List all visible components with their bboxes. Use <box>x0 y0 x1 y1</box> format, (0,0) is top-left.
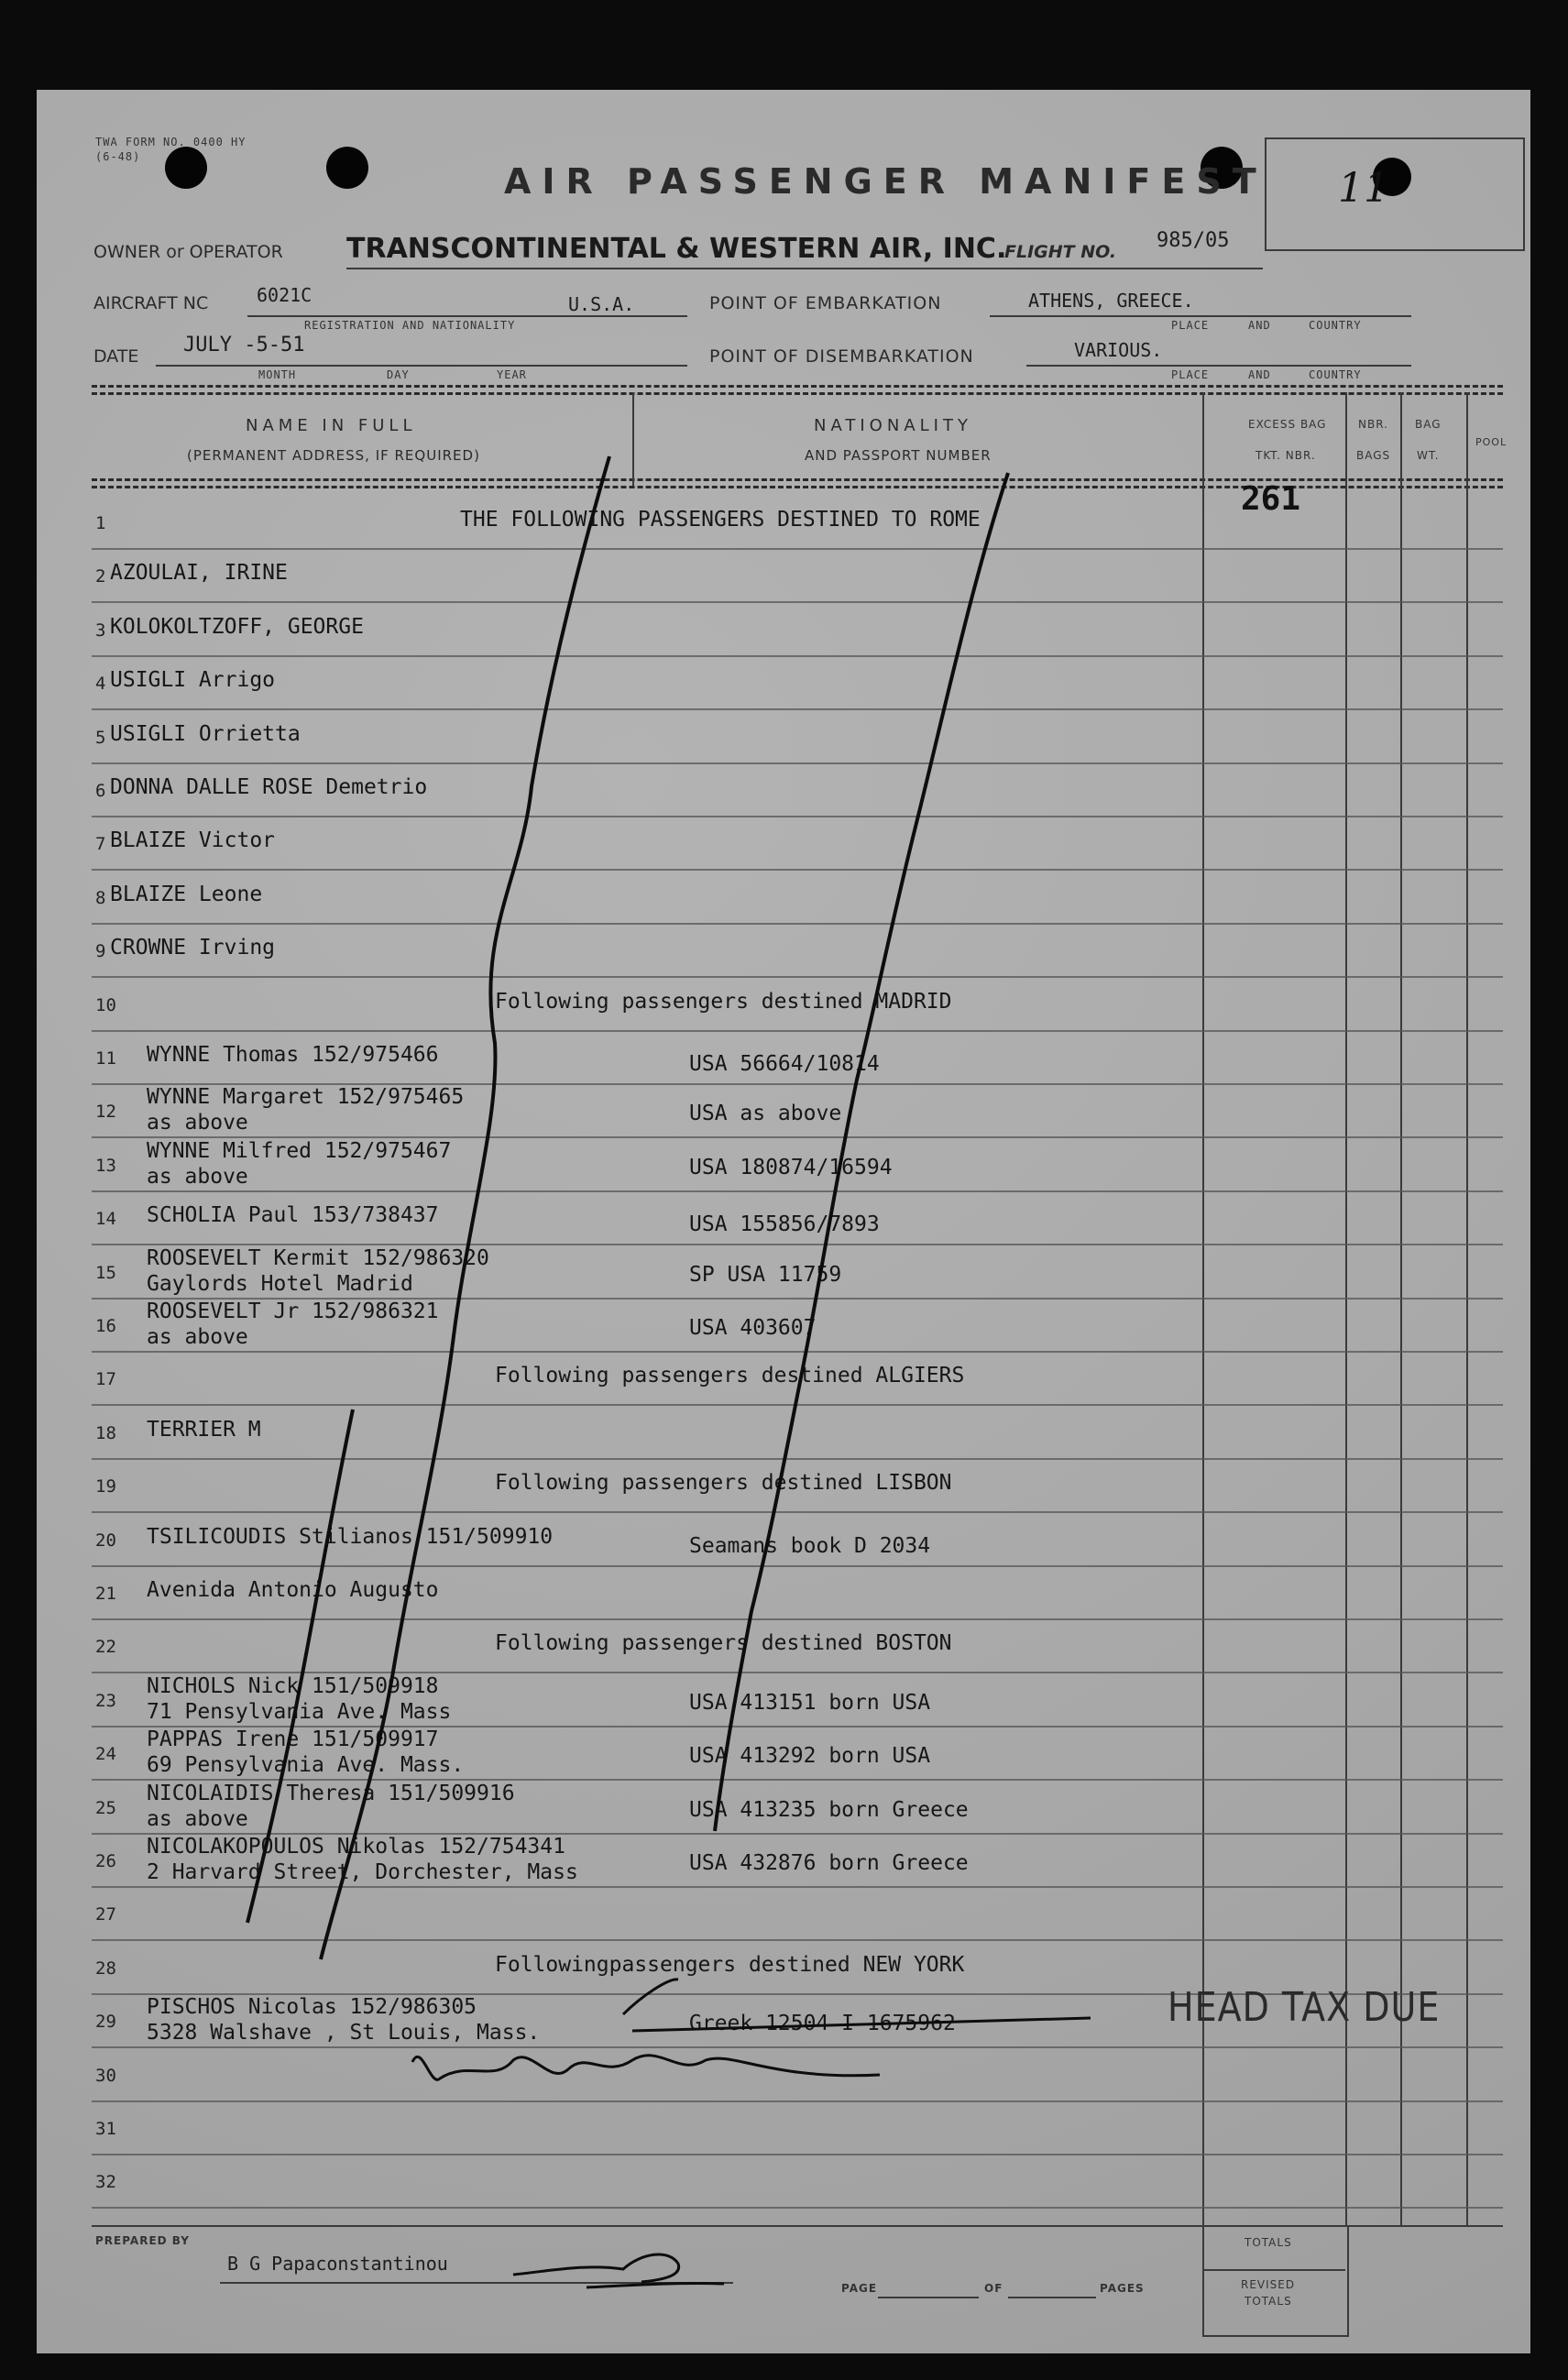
date-caption-year: YEAR <box>497 368 527 381</box>
col-header-bag: BAG <box>1415 418 1442 431</box>
col-header-nationality: NATIONALITY <box>814 416 972 435</box>
col-header-name: NAME IN FULL <box>246 416 417 435</box>
row-number: 31 <box>95 2119 116 2139</box>
passenger-address: 71 Pensylvania Ave. Mass <box>147 1700 452 1724</box>
corner-box <box>1265 137 1525 251</box>
passenger-name: DONNA DALLE ROSE Demetrio <box>110 775 428 799</box>
row-number: 13 <box>95 1156 116 1176</box>
passenger-name: KOLOKOLTZOFF, GEORGE <box>110 615 364 639</box>
col-header-nationality-sub: AND PASSPORT NUMBER <box>805 447 992 464</box>
passport-number: USA 413235 born Greece <box>689 1798 969 1822</box>
of-label: OF <box>984 2282 1003 2295</box>
form-code: TWA FORM NO. 0400 HY <box>95 136 247 148</box>
row-number: 14 <box>95 1209 116 1229</box>
passenger-name: ROOSEVELT Kermit 152/986320 <box>147 1246 489 1270</box>
prepared-label: PREPARED BY <box>95 2234 190 2247</box>
passenger-name: WYNNE Milfred 152/975467 <box>147 1139 452 1163</box>
destination-heading: Following passengers destined MADRID <box>495 990 952 1014</box>
destination-heading: THE FOLLOWING PASSENGERS DESTINED TO ROME <box>460 508 981 532</box>
disembark-caption-country: COUNTRY <box>1309 368 1362 381</box>
col-header-pool: POOL <box>1475 436 1508 448</box>
aircraft-country: U.S.A. <box>568 293 635 315</box>
table-row <box>37 711 1530 764</box>
passenger-name: WYNNE Thomas 152/975466 <box>147 1043 439 1067</box>
row-number: 2 <box>95 566 106 587</box>
passenger-name: AZOULAI, IRINE <box>110 561 288 585</box>
col-header-wt: WT. <box>1417 449 1440 462</box>
row-number: 32 <box>95 2172 116 2192</box>
table-row <box>37 604 1530 657</box>
passenger-name: TERRIER M <box>147 1418 261 1442</box>
passport-number: USA 155856/7893 <box>689 1212 880 1236</box>
row-number: 3 <box>95 620 106 641</box>
table-row <box>37 925 1530 978</box>
passenger-name: PISCHOS Nicolas 152/986305 <box>147 1995 477 2019</box>
row-number: 28 <box>95 1958 116 1979</box>
passport-number: USA 432876 born Greece <box>689 1851 969 1875</box>
disembark-caption-place: PLACE <box>1171 368 1210 381</box>
table-row <box>37 1835 1530 1888</box>
row-number: 21 <box>95 1584 116 1604</box>
embark-caption-and: AND <box>1248 319 1271 332</box>
date-value: JULY -5-51 <box>183 334 305 356</box>
aircraft-caption: REGISTRATION AND NATIONALITY <box>304 319 516 332</box>
col-header-nbr: NBR. <box>1358 418 1388 431</box>
punch-hole-middle <box>326 147 368 189</box>
table-row <box>37 1888 1530 1941</box>
date-caption-month: MONTH <box>258 368 297 381</box>
row-number: 20 <box>95 1530 116 1551</box>
revised-totals-label: TOTALS <box>1245 2295 1292 2308</box>
passenger-address: as above <box>147 1111 248 1135</box>
row-number: 26 <box>95 1851 116 1871</box>
table-row <box>37 1085 1530 1138</box>
row-number: 19 <box>95 1476 116 1497</box>
passport-number: SP USA 11759 <box>689 1263 842 1287</box>
destination-heading: Followingpassengers destined NEW YORK <box>495 1953 965 1977</box>
passport-number: USA 180874/16594 <box>689 1156 893 1179</box>
passenger-address: as above <box>147 1325 248 1349</box>
row-number: 9 <box>95 941 106 961</box>
col-header-name-sub: (PERMANENT ADDRESS, IF REQUIRED) <box>187 447 480 464</box>
passport-number: USA as above <box>689 1102 842 1125</box>
date-caption-day: DAY <box>387 368 410 381</box>
passenger-address: as above <box>147 1807 248 1831</box>
table-row <box>37 1727 1530 1781</box>
totals-label: TOTALS <box>1245 2236 1292 2249</box>
embark-value: ATHENS, GREECE. <box>1028 290 1194 312</box>
passenger-name: USIGLI Orrietta <box>110 722 301 746</box>
table-row <box>37 1514 1530 1567</box>
table-row <box>37 1139 1530 1192</box>
manifest-sheet <box>37 90 1530 2353</box>
table-row <box>37 1032 1530 1085</box>
passport-number: USA 56664/10814 <box>689 1052 880 1076</box>
destination-heading: Following passengers destined LISBON <box>495 1471 952 1495</box>
col-header-bags: BAGS <box>1356 449 1391 462</box>
table-row <box>37 657 1530 710</box>
prepared-value: B G Papaconstantinou <box>227 2253 448 2275</box>
row-number: 17 <box>95 1369 116 1389</box>
row-number: 27 <box>95 1904 116 1925</box>
table-row <box>37 2155 1530 2209</box>
table-row <box>37 2102 1530 2155</box>
passport-number: Seamans book D 2034 <box>689 1534 931 1558</box>
excess-bag-ticket: 261 <box>1241 480 1301 518</box>
row-number: 25 <box>95 1798 116 1818</box>
table-row <box>37 872 1530 925</box>
table-row <box>37 1674 1530 1727</box>
passenger-address: as above <box>147 1165 248 1189</box>
table-row <box>37 1407 1530 1460</box>
aircraft-value: 6021C <box>257 284 313 306</box>
aircraft-label: AIRCRAFT NC <box>93 293 209 313</box>
passenger-name: Avenida Antonio Augusto <box>147 1578 439 1602</box>
passenger-name: NICHOLS Nick 151/509918 <box>147 1674 439 1698</box>
table-row <box>37 1460 1530 1513</box>
embark-label: POINT OF EMBARKATION <box>709 293 942 313</box>
disembark-value: VARIOUS. <box>1074 339 1163 361</box>
row-number: 15 <box>95 1263 116 1283</box>
row-number: 29 <box>95 2012 116 2032</box>
page-label: PAGE <box>841 2282 878 2295</box>
passport-number: USA 413151 born USA <box>689 1691 931 1715</box>
destination-heading: Following passengers destined BOSTON <box>495 1631 952 1655</box>
row-number: 8 <box>95 888 106 908</box>
flight-value: 985/05 <box>1157 229 1230 252</box>
passenger-name: TSILICOUDIS Stilianos 151/509910 <box>147 1525 554 1549</box>
passenger-address: Gaylords Hotel Madrid <box>147 1272 413 1296</box>
passenger-name: SCHOLIA Paul 153/738437 <box>147 1203 439 1227</box>
row-number: 22 <box>95 1637 116 1657</box>
row-number: 6 <box>95 781 106 801</box>
table-row <box>37 1300 1530 1353</box>
passenger-name: BLAIZE Leone <box>110 883 263 906</box>
manifest-title: AIR PASSENGER MANIFEST <box>504 161 1267 202</box>
corner-mark: 11 <box>1338 165 1389 212</box>
passenger-address: 5328 Walshave , St Louis, Mass. <box>147 2021 541 2045</box>
destination-heading: Following passengers destined ALGIERS <box>495 1364 965 1387</box>
table-row <box>37 1353 1530 1406</box>
row-number: 5 <box>95 728 106 748</box>
date-label: DATE <box>93 346 139 367</box>
row-number: 24 <box>95 1744 116 1764</box>
row-number: 12 <box>95 1102 116 1122</box>
passenger-name: WYNNE Margaret 152/975465 <box>147 1085 465 1109</box>
form-code-revision: (6-48) <box>95 150 141 163</box>
passenger-name: BLAIZE Victor <box>110 828 276 852</box>
punch-hole-left <box>165 147 207 189</box>
row-number: 4 <box>95 674 106 694</box>
embark-caption-country: COUNTRY <box>1309 319 1362 332</box>
owner-label: OWNER or OPERATOR <box>93 242 283 262</box>
table-row <box>37 1782 1530 1835</box>
passenger-name: ROOSEVELT Jr 152/986321 <box>147 1300 439 1323</box>
passenger-name: PAPPAS Irene 151/509917 <box>147 1727 439 1751</box>
passenger-name: NICOLAIDIS Theresa 151/509916 <box>147 1782 515 1805</box>
row-number: 1 <box>95 513 106 533</box>
passport-number: Greek 12504 I 1675962 <box>689 2012 956 2035</box>
passport-number: USA 403607 <box>689 1316 817 1340</box>
revised-label: REVISED <box>1241 2278 1296 2291</box>
table-row <box>37 1192 1530 1245</box>
passenger-address: 69 Pensylvania Ave. Mass. <box>147 1753 465 1777</box>
col-header-ticket-nbr: TKT. NBR. <box>1255 449 1316 462</box>
head-tax-stamp: HEAD TAX DUE <box>1168 1983 1441 2031</box>
pages-label: PAGES <box>1100 2282 1145 2295</box>
row-number: 7 <box>95 834 106 854</box>
table-row <box>37 1246 1530 1300</box>
passenger-name: USIGLI Arrigo <box>110 668 276 692</box>
col-header-excess-bag: EXCESS BAG <box>1248 418 1327 431</box>
table-row <box>37 2049 1530 2102</box>
passport-number: USA 413292 born USA <box>689 1744 931 1768</box>
row-number: 11 <box>95 1048 116 1069</box>
table-row <box>37 817 1530 871</box>
passenger-name: CROWNE Irving <box>110 936 276 960</box>
disembark-label: POINT OF DISEMBARKATION <box>709 346 974 367</box>
table-row <box>37 979 1530 1032</box>
table-row <box>37 497 1530 550</box>
row-number: 16 <box>95 1316 116 1336</box>
disembark-caption-and: AND <box>1248 368 1271 381</box>
embark-caption-place: PLACE <box>1171 319 1210 332</box>
row-number: 18 <box>95 1423 116 1443</box>
table-row <box>37 764 1530 817</box>
flight-label: FLIGHT NO. <box>1004 242 1117 262</box>
table-row <box>37 1567 1530 1620</box>
row-number: 10 <box>95 995 116 1015</box>
table-row <box>37 1620 1530 1673</box>
table-row <box>37 550 1530 603</box>
passenger-address: 2 Harvard Street, Dorchester, Mass <box>147 1860 578 1884</box>
owner-value: TRANSCONTINENTAL & WESTERN AIR, INC. <box>346 233 1007 265</box>
row-number: 23 <box>95 1691 116 1711</box>
passenger-name: NICOLAKOPOULOS Nikolas 152/754341 <box>147 1835 565 1859</box>
row-number: 30 <box>95 2066 116 2086</box>
